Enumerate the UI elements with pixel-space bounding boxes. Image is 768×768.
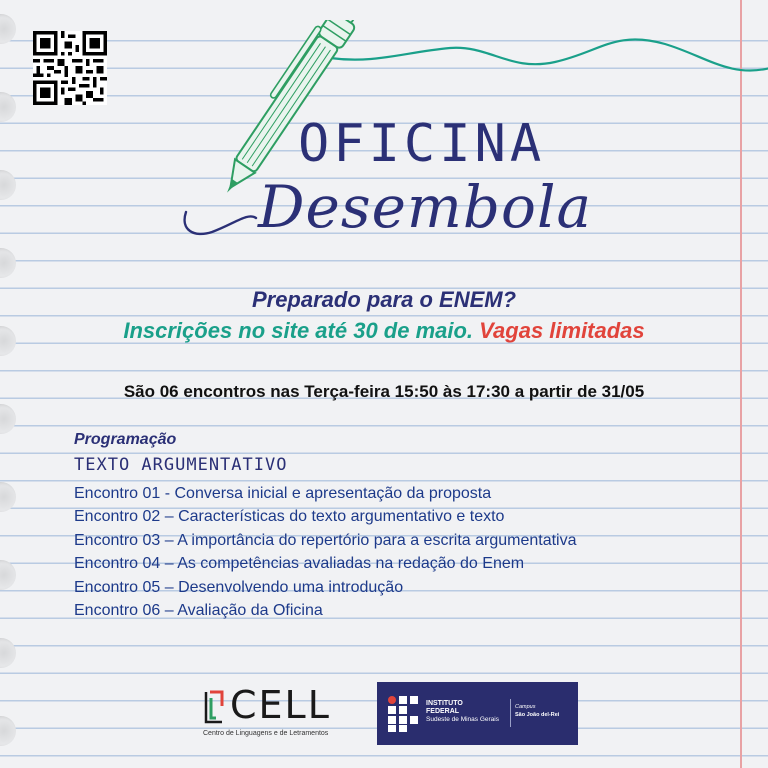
institute-line-1: INSTITUTO bbox=[426, 700, 463, 707]
list-item: Encontro 04 – As competências avaliadas na redação do Enem bbox=[74, 555, 525, 573]
cell-mark-icon bbox=[203, 690, 225, 724]
campus-label: Campus bbox=[515, 704, 536, 710]
headline-question: Preparado para o ENEM? bbox=[251, 287, 517, 312]
institute-region: Sudeste de Minas Gerais bbox=[426, 716, 499, 723]
list-item: Encontro 05 – Desenvolvendo uma introdução bbox=[74, 578, 404, 596]
institute-divider bbox=[510, 699, 511, 727]
list-item: Encontro 02 – Características do texto argumentativo e texto bbox=[74, 508, 505, 526]
campus-name: São João del-Rei bbox=[515, 712, 560, 718]
binder-hole bbox=[0, 638, 16, 668]
list-item: Encontro 01 - Conversa inicial e apresentação da proposta bbox=[74, 485, 492, 502]
schedule-text: São 06 encontros nas Terça-feira 15:50 às 17:30 a partir de 31/05 bbox=[123, 382, 645, 401]
binder-hole bbox=[0, 482, 16, 512]
cell-logo bbox=[203, 683, 343, 743]
title-line-2: Desembola bbox=[258, 173, 593, 241]
binder-hole bbox=[0, 404, 16, 434]
binder-hole bbox=[0, 170, 16, 200]
registration-text: Inscrições no site até 30 de maio. bbox=[123, 318, 474, 343]
binder-hole bbox=[0, 716, 16, 746]
qr-code-icon[interactable] bbox=[33, 31, 107, 105]
limited-spots-text: Vagas limitadas bbox=[479, 318, 645, 343]
institute-line-2: FEDERAL bbox=[426, 708, 460, 715]
binder-hole bbox=[0, 248, 16, 278]
cell-subtitle: Centro de Linguagens e de Letramentos bbox=[203, 730, 329, 737]
program-list bbox=[74, 484, 577, 624]
title-line-1: OFICINA bbox=[298, 114, 546, 174]
list-item: Encontro 03 – A importância do repertório para a escrita argumentativa bbox=[74, 531, 577, 549]
program-heading: Programação bbox=[74, 431, 177, 448]
binder-hole bbox=[0, 14, 16, 44]
headline-registration-line bbox=[0, 320, 768, 342]
institute-logo bbox=[377, 682, 578, 745]
list-item: Encontro 06 – Avaliação da Oficina bbox=[74, 601, 323, 619]
institute-grid-icon bbox=[387, 695, 419, 733]
binder-hole bbox=[0, 92, 16, 122]
program-subheading: TEXTO ARGUMENTATIVO bbox=[74, 455, 288, 475]
cell-name: CELL bbox=[230, 683, 331, 727]
institute-name bbox=[426, 700, 463, 716]
binder-hole bbox=[0, 560, 16, 590]
